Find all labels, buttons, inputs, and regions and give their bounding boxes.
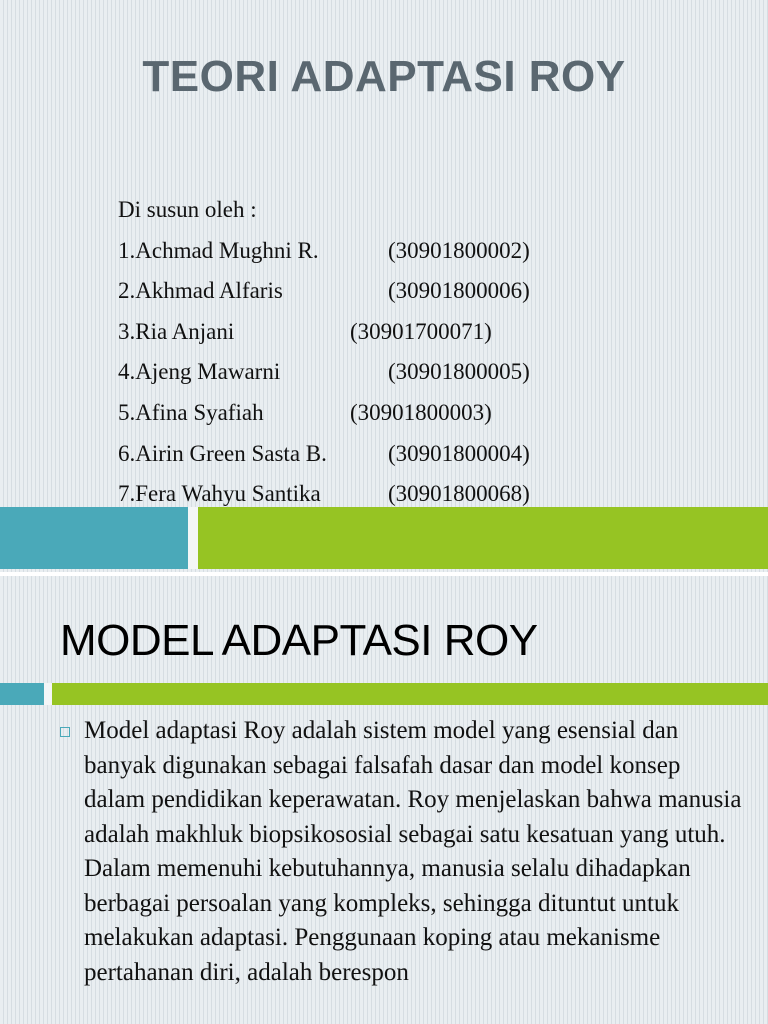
author-name: 5.Afina Syafiah bbox=[118, 399, 264, 425]
author-id: (30901800003) bbox=[350, 399, 492, 425]
author-id: (30901800004) bbox=[388, 440, 530, 466]
green-accent-bar bbox=[52, 683, 768, 705]
author-id: (30901800005) bbox=[388, 359, 530, 385]
slide-1: TEORI ADAPTASI ROY Di susun oleh : 1.Achmad Mughni R. (30901800002) 2.Akhmad Alfaris (30901800006) 3.Ria Anjani (30901700071) 4.Ajeng Mawarni (30901800005) 5.Afina Syafiah (30901800003) 6.Airin Green Sasta B. (30901800004) 7.Fera Wahyu Santika (30901800068) bbox=[0, 0, 768, 572]
author-id: (30901800002) bbox=[388, 237, 530, 263]
slide-2-title: MODEL ADAPTASI ROY bbox=[60, 616, 538, 665]
green-accent-bar bbox=[198, 507, 768, 569]
author-name: 4.Ajeng Mawarni bbox=[118, 359, 281, 385]
bar-divider bbox=[188, 507, 198, 569]
author-name: 6.Airin Green Sasta B. bbox=[118, 440, 327, 466]
author-name: 1.Achmad Mughni R. bbox=[118, 237, 319, 263]
square-bullet-icon bbox=[60, 727, 70, 737]
author-id: (30901700071) bbox=[350, 318, 492, 344]
author-id: (30901800068) bbox=[388, 481, 530, 507]
bar-divider bbox=[44, 683, 52, 705]
author-name: 2.Akhmad Alfaris bbox=[118, 278, 283, 304]
slide-2 bbox=[0, 576, 768, 1024]
slide-2-body: Model adaptasi Roy adalah sistem model yang esensial dan banyak digunakan sebagai falsafah dasar dan model konsep dalam pendidikan keperawatan. Roy menjelaskan bahwa manusia adalah makhluk biopsikososial sebagai satu kesatuan yang utuh. Dalam memenuhi kebutuhannya, manusia selalu dihadapkan berbagai persoalan yang kompleks, sehingga dituntut untuk melakukan adaptasi. Penggunaan koping atau mekanisme pertahanan diri, adalah berespon bbox=[84, 717, 742, 986]
slide-1-title: TEORI ADAPTASI ROY bbox=[142, 52, 626, 101]
author-id: (30901800006) bbox=[388, 278, 530, 304]
author-name: 3.Ria Anjani bbox=[118, 318, 235, 344]
teal-accent-bar bbox=[0, 683, 44, 705]
teal-accent-bar bbox=[0, 507, 188, 569]
author-name: 7.Fera Wahyu Santika bbox=[118, 481, 321, 507]
